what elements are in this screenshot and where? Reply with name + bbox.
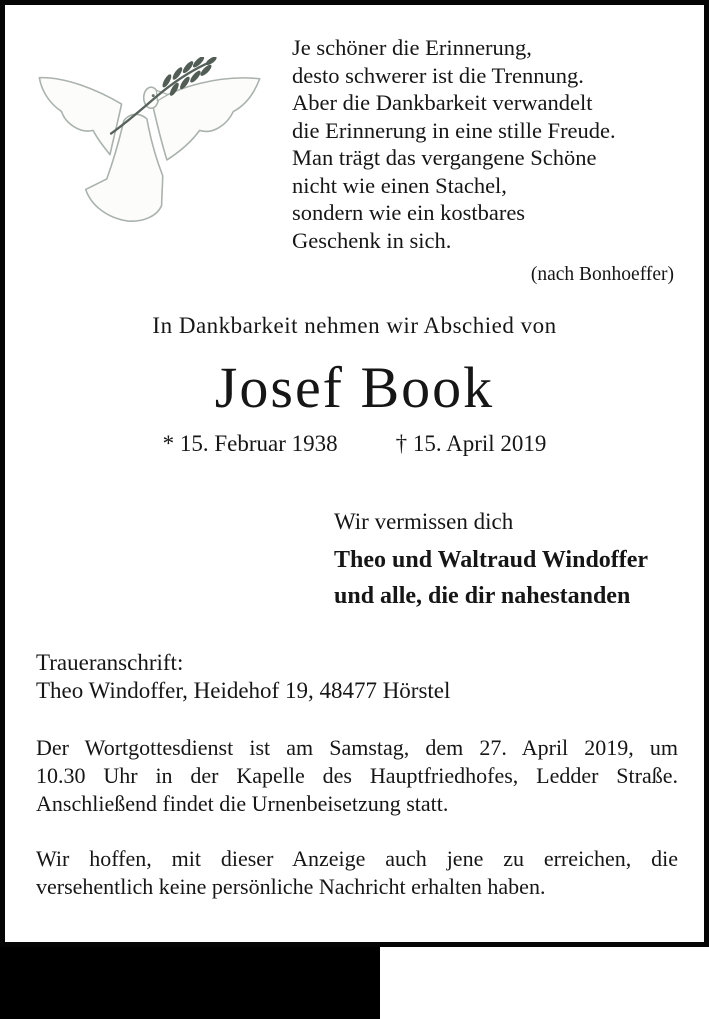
outreach-line: versehentlich keine persönliche Nachricht erhalten haben.: [36, 874, 546, 899]
life-dates: [5, 431, 704, 457]
quote-attribution: (nach Bonhoeffer): [530, 264, 674, 285]
censored-block: [0, 947, 380, 1019]
service-line: Der Wortgottesdienst ist am Samstag, dem 27. April 2019, um: [36, 735, 678, 760]
quote-line: nicht wie einen Stachel,: [292, 172, 507, 198]
mourners-line: und alle, die dir nahestanden: [334, 583, 631, 609]
quote-line: sondern wie ein kostbares: [292, 200, 526, 225]
outreach-note: [36, 845, 678, 901]
quote-line: Man trägt das vergangene Schöne: [292, 145, 597, 170]
quote-line: Aber die Dankbarkeit verwandelt: [292, 90, 593, 115]
mourners-line: Theo und Waltraud Windoffer: [334, 547, 649, 573]
dove-olive-branch-icon: [33, 57, 265, 227]
mourning-address-value: Theo Windoffer, Heidehof 19, 48477 Hörstel: [36, 678, 451, 703]
death-date: † 15. April 2019: [395, 431, 547, 456]
service-line: 10.30 Uhr in der Kapelle des Hauptfriedhofes, Ledder Straße.: [36, 763, 678, 788]
outreach-line: Wir hoffen, mit dieser Anzeige auch jene zu erreichen, die: [36, 846, 678, 871]
quote-line: desto schwerer ist die Trennung.: [292, 62, 584, 88]
memorial-quote: [292, 34, 674, 289]
mourning-address-label: Traueranschrift:: [36, 650, 184, 675]
service-line: Anschließend findet die Urnenbeisetzung statt.: [36, 791, 449, 816]
quote-line: Geschenk in sich.: [292, 227, 452, 253]
quote-line: Je schöner die Erinnerung,: [292, 35, 532, 60]
mourning-address: [36, 649, 450, 705]
birth-date: * 15. Februar 1938: [162, 431, 338, 456]
quote-line: die Erinnerung in eine stille Freude.: [292, 117, 616, 143]
deceased-name: Josef Book: [214, 355, 495, 420]
service-info: [36, 734, 678, 818]
farewell-intro: In Dankbarkeit nehmen wir Abschied von: [152, 313, 557, 338]
missing-line: Wir vermissen dich: [334, 509, 514, 534]
